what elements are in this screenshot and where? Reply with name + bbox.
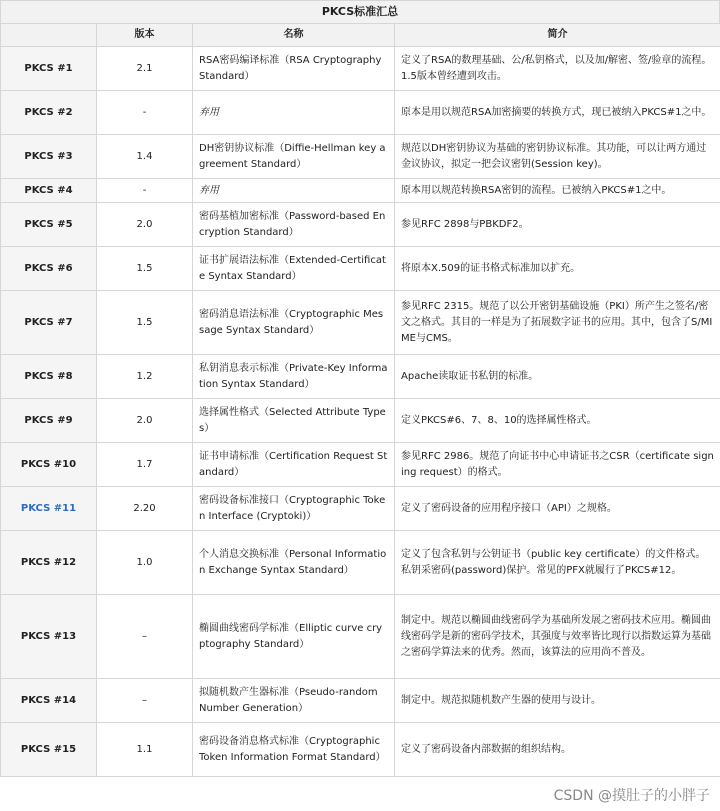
row-version-cell: -: [97, 91, 193, 135]
row-version-cell: 1.7: [97, 443, 193, 487]
table-row: [1, 179, 720, 203]
row-desc-cell: 制定中。规范拟随机数产生器的使用与设计。: [395, 679, 720, 723]
row-id-cell: PKCS #14: [1, 679, 97, 723]
row-name-cell: 私钥消息表示标准（Private-Key Information Syntax Standard）: [193, 355, 395, 399]
row-version-cell: 1.0: [97, 531, 193, 595]
row-desc-cell: 原本用以规范转换RSA密钥的流程。已被纳入PKCS#1之中。: [395, 179, 720, 203]
row-name-cell: 密码基植加密标准（Password-based Encryption Standard）: [193, 203, 395, 247]
row-version-cell: 1.4: [97, 135, 193, 179]
row-name-cell: RSA密码编译标准（RSA Cryptography Standard）: [193, 47, 395, 91]
row-id-cell: PKCS #1: [1, 47, 97, 91]
table-row: [1, 135, 720, 179]
header-cell-id: [1, 24, 97, 47]
row-version-cell: 1.5: [97, 247, 193, 291]
row-name-cell: 弃用: [193, 179, 395, 203]
row-desc-cell: Apache读取证书私钥的标准。: [395, 355, 720, 399]
row-id-cell: PKCS #3: [1, 135, 97, 179]
row-id-cell: PKCS #9: [1, 399, 97, 443]
row-id-cell: PKCS #4: [1, 179, 97, 203]
row-version-cell: 2.0: [97, 203, 193, 247]
row-version-cell: 1.1: [97, 723, 193, 777]
row-desc-cell: 定义了密码设备内部数据的组织结构。: [395, 723, 720, 777]
row-name-cell: 密码设备标准接口（Cryptographic Token Interface (Cryptoki)）: [193, 487, 395, 531]
row-desc-cell: 制定中。规范以椭圆曲线密码学为基础所发展之密码技术应用。椭圆曲线密码学是新的密码学技术，其强度与效率皆比现行以指数运算为基础之密码学算法来的优秀。然而，该算法的应用尚不普及。: [395, 595, 720, 679]
row-id-cell: PKCS #6: [1, 247, 97, 291]
table-row: [1, 203, 720, 247]
table-row: [1, 487, 720, 531]
row-id-cell: PKCS #15: [1, 723, 97, 777]
table-row: [1, 47, 720, 91]
table-row: [1, 531, 720, 595]
table-caption: PKCS标准汇总: [0, 0, 720, 23]
row-desc-cell: 定义PKCS#6、7、8、10的选择属性格式。: [395, 399, 720, 443]
row-desc-cell: 定义了密码设备的应用程序接口（API）之规格。: [395, 487, 720, 531]
table-row: [1, 679, 720, 723]
row-desc-cell: 参见RFC 2315。规范了以公开密钥基础设施（PKI）所产生之签名/密文之格式。其目的一样是为了拓展数字证书的应用。其中，包含了S/MIME与CMS。: [395, 291, 720, 355]
row-name-cell: 选择属性格式（Selected Attribute Types）: [193, 399, 395, 443]
pkcs-table: [0, 23, 720, 777]
row-name-cell: 证书申请标准（Certification Request Standard）: [193, 443, 395, 487]
row-name-cell: DH密钥协议标准（Diffie-Hellman key agreement Standard）: [193, 135, 395, 179]
row-version-cell: 2.20: [97, 487, 193, 531]
row-name-cell: 个人消息交换标准（Personal Information Exchange Syntax Standard）: [193, 531, 395, 595]
table-row: [1, 291, 720, 355]
header-cell-name: 名称: [193, 24, 395, 47]
table-row: [1, 355, 720, 399]
row-version-cell: –: [97, 679, 193, 723]
row-desc-cell: 定义了RSA的数理基础、公/私钥格式，以及加/解密、签/验章的流程。1.5版本曾经遭到攻击。: [395, 47, 720, 91]
table-row: [1, 443, 720, 487]
row-name-cell: 密码设备消息格式标准（Cryptographic Token Information Format Standard）: [193, 723, 395, 777]
row-version-cell: -: [97, 179, 193, 203]
row-desc-cell: 原本是用以规范RSA加密摘要的转换方式，现已被纳入PKCS#1之中。: [395, 91, 720, 135]
watermark: CSDN @摸肚子的小胖子: [553, 788, 710, 804]
row-id-cell: PKCS #5: [1, 203, 97, 247]
row-id-cell: PKCS #7: [1, 291, 97, 355]
row-name-cell: 弃用: [193, 91, 395, 135]
table-row: [1, 723, 720, 777]
header-cell-desc: 简介: [395, 24, 720, 47]
row-name-cell: 椭圆曲线密码学标准（Elliptic curve cryptography Standard）: [193, 595, 395, 679]
row-name-cell: 密码消息语法标准（Cryptographic Message Syntax Standard）: [193, 291, 395, 355]
table-row: [1, 247, 720, 291]
row-desc-cell: 参见RFC 2898与PBKDF2。: [395, 203, 720, 247]
table-row: [1, 91, 720, 135]
row-desc-cell: 规范以DH密钥协议为基础的密钥协议标准。其功能，可以让两方通过金议协议，拟定一把会议密钥(Session key)。: [395, 135, 720, 179]
row-id-cell: PKCS #10: [1, 443, 97, 487]
row-version-cell: 1.2: [97, 355, 193, 399]
row-version-cell: 2.1: [97, 47, 193, 91]
row-id-cell: PKCS #13: [1, 595, 97, 679]
row-id-cell: PKCS #2: [1, 91, 97, 135]
row-id-cell: PKCS #12: [1, 531, 97, 595]
row-id-cell[interactable]: PKCS #11: [1, 487, 97, 531]
row-version-cell: –: [97, 595, 193, 679]
row-id-cell: PKCS #8: [1, 355, 97, 399]
table-row: [1, 399, 720, 443]
table-row: [1, 595, 720, 679]
row-desc-cell: 参见RFC 2986。规范了向证书中心申请证书之CSR（certificate signing request）的格式。: [395, 443, 720, 487]
row-name-cell: 证书扩展语法标准（Extended-Certificate Syntax Standard）: [193, 247, 395, 291]
header-row: [1, 24, 720, 47]
row-version-cell: 1.5: [97, 291, 193, 355]
row-version-cell: 2.0: [97, 399, 193, 443]
row-desc-cell: 将原本X.509的证书格式标准加以扩充。: [395, 247, 720, 291]
row-desc-cell: 定义了包含私钥与公钥证书（public key certificate）的文件格式。私钥采密码(password)保护。常见的PFX就履行了PKCS#12。: [395, 531, 720, 595]
header-cell-version: 版本: [97, 24, 193, 47]
row-name-cell: 拟随机数产生器标准（Pseudo-random Number Generation）: [193, 679, 395, 723]
